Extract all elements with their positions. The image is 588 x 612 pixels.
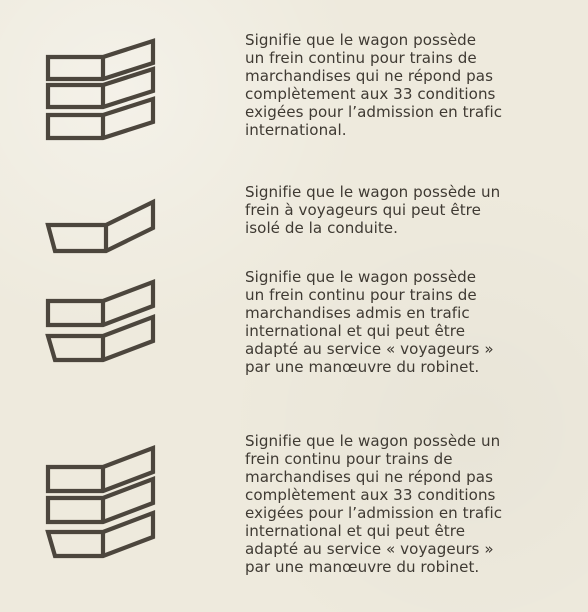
legend-description-3: Signifie que le wagon possède un frein continu pour trains de marchandises admis en trafic international et qui peut être adapté au service « voyageurs » par une manœuvre du robinet.: [245, 268, 494, 376]
double-stacked-brake-blocks-icon: [28, 277, 168, 377]
legend-description-2: Signifie que le wagon possède un frein à voyageurs qui peut être isolé de la conduite.: [245, 183, 501, 237]
legend-description-4: Signifie que le wagon possède un frein continu pour trains de marchandises qui ne répond pas complètement aux 33 conditions exigées pour l’admission en trafic international et qui peut être adapté au service « voyageurs » par une manœuvre du robinet.: [245, 432, 503, 576]
three-stacked-brake-blocks-icon: [28, 37, 168, 147]
triple-stacked-brake-blocks-icon: [28, 443, 168, 563]
legend-description-1: Signifie que le wagon possède un frein continu pour trains de marchandises qui ne répond pas complètement aux 33 conditions exigées pour l’admission en trafic international.: [245, 31, 503, 139]
single-brake-block-icon: [28, 194, 168, 264]
